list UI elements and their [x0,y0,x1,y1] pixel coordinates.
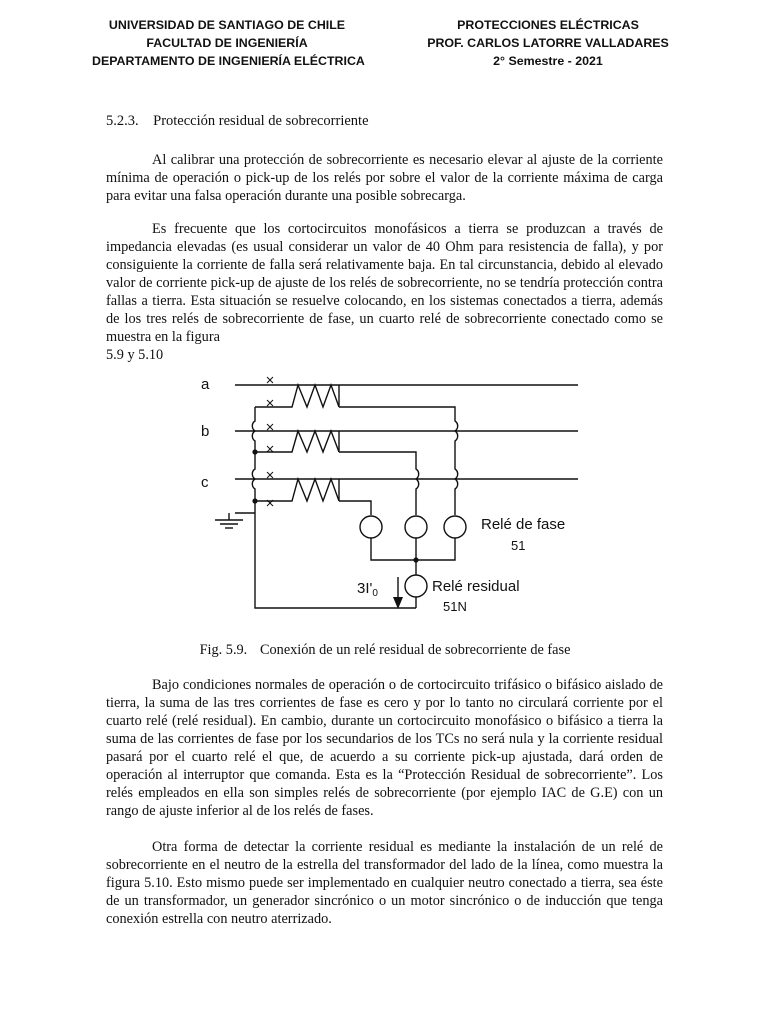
university-name: UNIVERSIDAD DE SANTIAGO DE CHILE [108,18,346,32]
residual-current-label: $3I'_0$ [357,580,378,599]
department-name: DEPARTAMENTO DE INGENIERÍA ELÉCTRICA [92,54,365,68]
semester: 2° Semestre - 2021 [493,54,603,68]
faculty-name: FACULTAD DE INGENIERÍA [146,36,308,50]
paragraph-2: Es frecuente que los cortocircuitos monofásicos a tierra se produzcan a través de impedancia elevadas (es usual considerar un valor de 40 Ohm para resistencia de falla), y por consiguiente la corriente de falla será relativamente baja. En tal circunstancia, debido al elevado valor de corriente pick-up de ajuste de los relés de sobrecorriente, no se tendría protección contra fallas a tierra. Esta situación se resuelve colocando, en los sistemas conectados a tierra, además de los tres relés de sobrecorriente de fase, un cuarto relé de sobrecorriente conectado como se muestra en la figura 5.9 y 5.10 [106,221,663,363]
section-number: 5.2.3. [106,113,139,129]
residual-relay-label: Relé residual [432,578,520,595]
phase-label-b: b [201,423,210,440]
phase-relay-label: Relé de fase [481,516,566,533]
paragraph-3: Bajo condiciones normales de operación o de cortocircuito trifásico o bifásico aislado de tierra, la suma de las tres corrientes de fase es cero y por lo tanto no circulará corriente por el cuarto relé (relé residual). En cambio, durante un cortocircuito monofásico o bifásico a tierra la suma de las corrientes de fase por los secundarios de los TCs no será nula y la corriente residual pasará por el cuarto relé el que, de acuerdo a su corriente pick-up ajustada, dará orden de operación al interruptor que comanda. Esta es la “Protección Residual de sobrecorriente”. Los relés empleados en ella son simples relés de sobrecorriente (por ejemplo IAC de G.E) con un rango de ajuste inferior al de los relés de fases. [106,677,663,819]
figure-number: Fig. 5.9. [199,642,248,658]
figure-caption [0,642,768,659]
phase-label-a: a [201,376,210,393]
figure-reference: 5.9 y 5.10 [106,347,164,363]
section-heading [106,113,369,130]
header-right [400,16,696,70]
paragraph-4: Otra forma de detectar la corriente residual es mediante la instalación de un relé de sobrecorriente en el neutro de la estrella del transformador del lado de la línea, como muestra la figura 5.10. Esto mismo puede ser implementado en cualquier neutro conectado a tierra, sea éste de un transformador, un generador sincrónico o un motor sincrónico o de inducción que tenga conexión estrella con neutro aterrizado. [106,839,663,927]
header-left [92,16,365,70]
residual-relay-code: 51N [443,599,467,614]
residual-relay-circuit [195,365,595,627]
figure-5-9-diagram [195,365,595,632]
course-name: PROTECCIONES ELÉCTRICAS [457,18,639,32]
section-title: Protección residual de sobrecorriente [153,113,369,129]
figure-caption-text: Conexión de un relé residual de sobrecorriente de fase [259,642,571,658]
phase-relay-code: 51 [511,538,526,553]
professor-name: PROF. CARLOS LATORRE VALLADARES [427,36,669,50]
paragraph-1: Al calibrar una protección de sobrecorriente es necesario elevar al ajuste de la corriente mínima de operación o pick-up de los relés por sobre el valor de la corriente máxima de carga para evitar una falsa operación durante una posible sobrecarga. [106,152,663,204]
phase-label-c: c [201,474,209,491]
